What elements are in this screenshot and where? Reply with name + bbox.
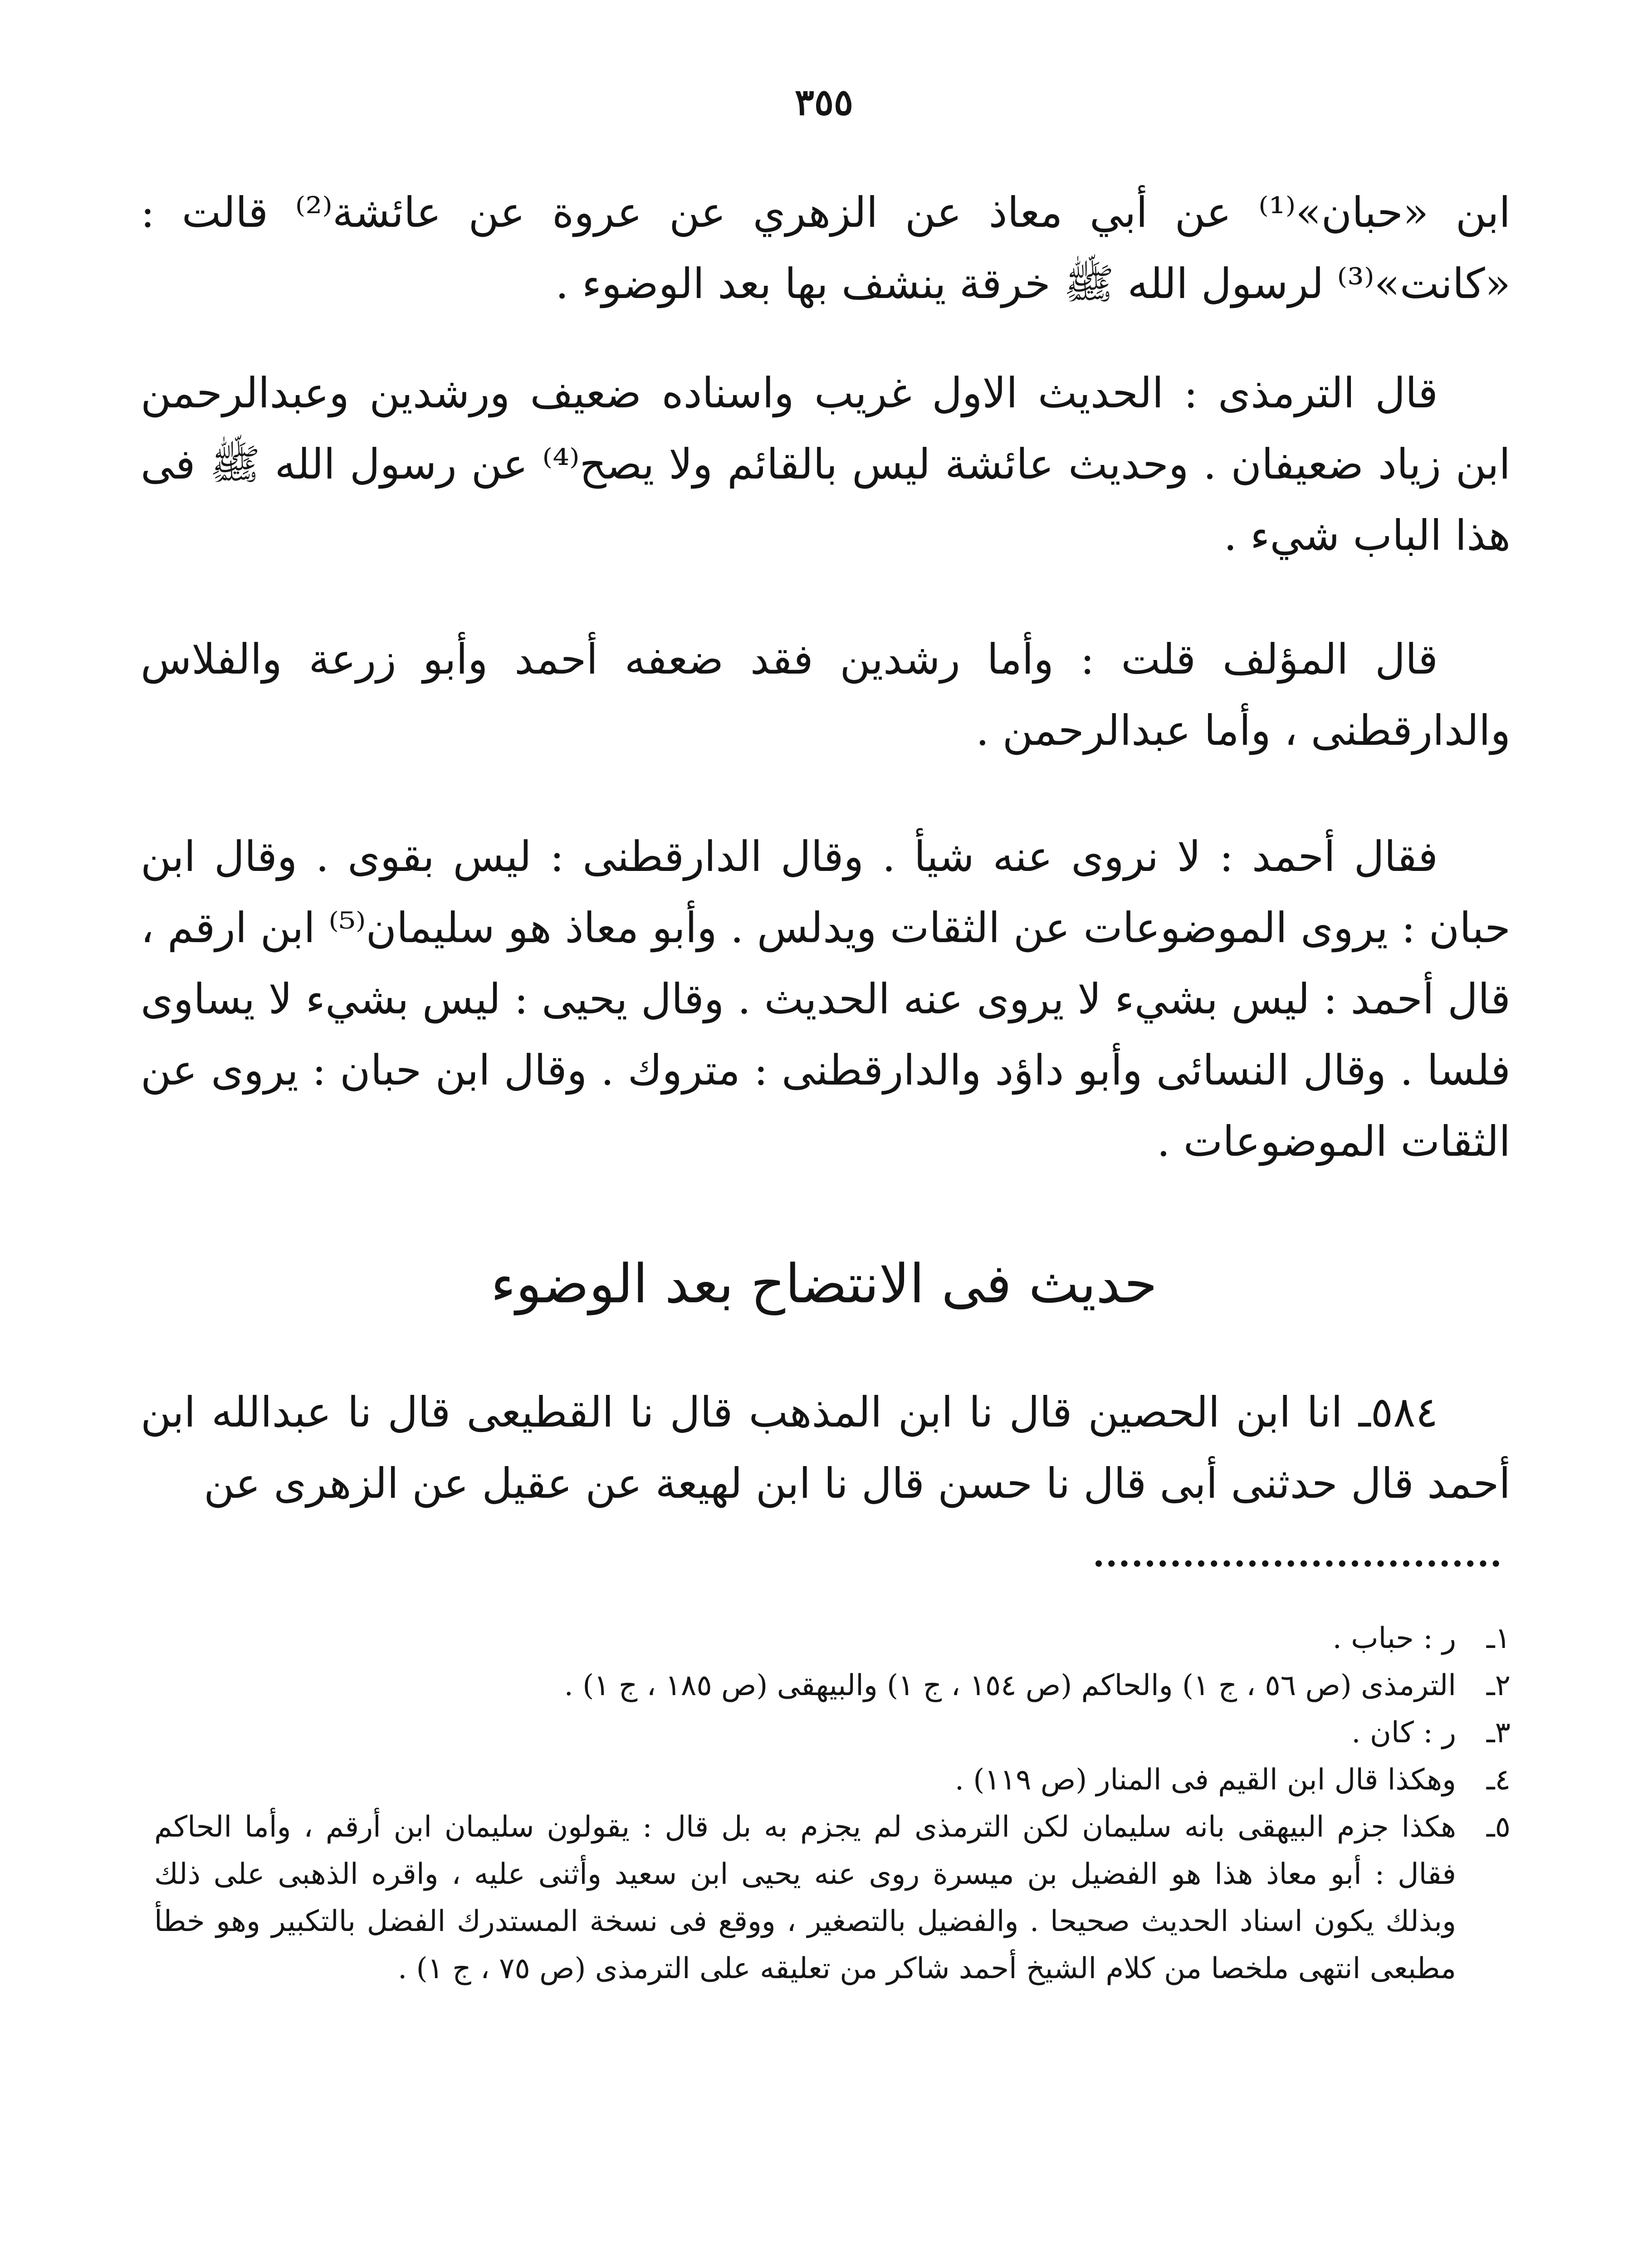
footnote-text: وهكذا قال ابن القيم فى المنار (ص ١١٩) .: [954, 1763, 1456, 1797]
footnote-text: ر : حباب .: [1332, 1622, 1456, 1655]
footnotes-list: [154, 1615, 1511, 1992]
paragraph-tirmidhi-comment: قال الترمذى : الحديث الاول غريب واسناده ضعيف ورشدين وعبدالرحمن ابن زياد ضعيفان . وحديث عائشة ليس بالقائم ولا يصح⁽⁴⁾ عن رسول الله ﷺ فى هذا الباب شيء .: [141, 369, 1511, 560]
footnote-item: [154, 1709, 1511, 1756]
paragraph-author-comment: قال المؤلف قلت : وأما رشدين فقد ضعفه أحمد وأبو زرعة والفلاس والدارقطنى ، وأما عبدالرحمن .: [141, 635, 1511, 755]
paragraph-isnad-continuation: ابن «حبان»⁽¹⁾ عن أبي معاذ عن الزهري عن عروة عن عائشة⁽²⁾ قالت : «كانت»⁽³⁾ لرسول الله ﷺ خرقة ينشف بها بعد الوضوء .: [141, 188, 1511, 308]
footnote-text: ر : كان .: [1351, 1716, 1456, 1750]
page-number: ٣٥٥: [795, 81, 853, 123]
footnote-marker: ٥ـ: [1486, 1810, 1511, 1844]
paragraph-hadith-584: ٥٨٤ـ انا ابن الحصين قال نا ابن المذهب قال نا القطيعى قال نا عبدالله ابن أحمد قال حدثنى أبى قال نا حسن قال نا ابن لهيعة عن عقيل عن الزهرى عن: [141, 1388, 1511, 1508]
section-heading: حديث فى الانتضاح بعد الوضوء: [490, 1252, 1158, 1315]
footnote-marker: ٤ـ: [1486, 1763, 1511, 1797]
footnote-item: [154, 1615, 1511, 1662]
paragraph-narrator-criticism: فقال أحمد : لا نروى عنه شيأ . وقال الدارقطنى : ليس بقوى . وقال ابن حبان : يروى الموضوعات عن الثقات ويدلس . وأبو معاذ هو سليمان⁽⁵⁾ ابن ارقم ، قال أحمد : ليس بشيء لا يروى عنه الحديث . وقال يحيى : ليس بشيء لا يساوى فلسا . وقال النسائى وأبو داؤد والدارقطنى : متروك . وقال ابن حبان : يروى عن الثقات الموضوعات .: [141, 832, 1511, 1166]
footnote-marker: ١ـ: [1486, 1622, 1511, 1655]
footnote-item: [154, 1804, 1511, 1992]
footnote-item: [154, 1662, 1511, 1709]
footnote-marker: ٢ـ: [1486, 1669, 1511, 1702]
footnote-text: الترمذى (ص ٥٦ ، ج ١) والحاكم (ص ١٥٤ ، ج ١) والبيهقى (ص ١٨٥ ، ج ١) .: [564, 1669, 1456, 1702]
footnote-marker: ٣ـ: [1486, 1716, 1511, 1750]
footnote-text: هكذا جزم البيهقى بانه سليمان لكن الترمذى لم يجزم به بل قال : يقولون سليمان ابن أرقم ، وأما الحاكم فقال : أبو معاذ هذا هو الفضيل بن ميسرة روى عنه يحيى ابن سعيد وأثنى عليه ، واقره الذهبى على ذلك وبذلك يكون اسناد الحديث صحيحا . والفضيل بالتصغير ، ووقع فى نسخة المستدرك الفضل بالتكبير وهو خطأ مطبعى انتهى ملخصا من كلام الشيخ أحمد شاكر من تعليقه على الترمذى (ص ٧٥ ، ج ١) .: [154, 1810, 1457, 1985]
footnote-item: [154, 1756, 1511, 1804]
footnote-separator: [1095, 1560, 1499, 1567]
